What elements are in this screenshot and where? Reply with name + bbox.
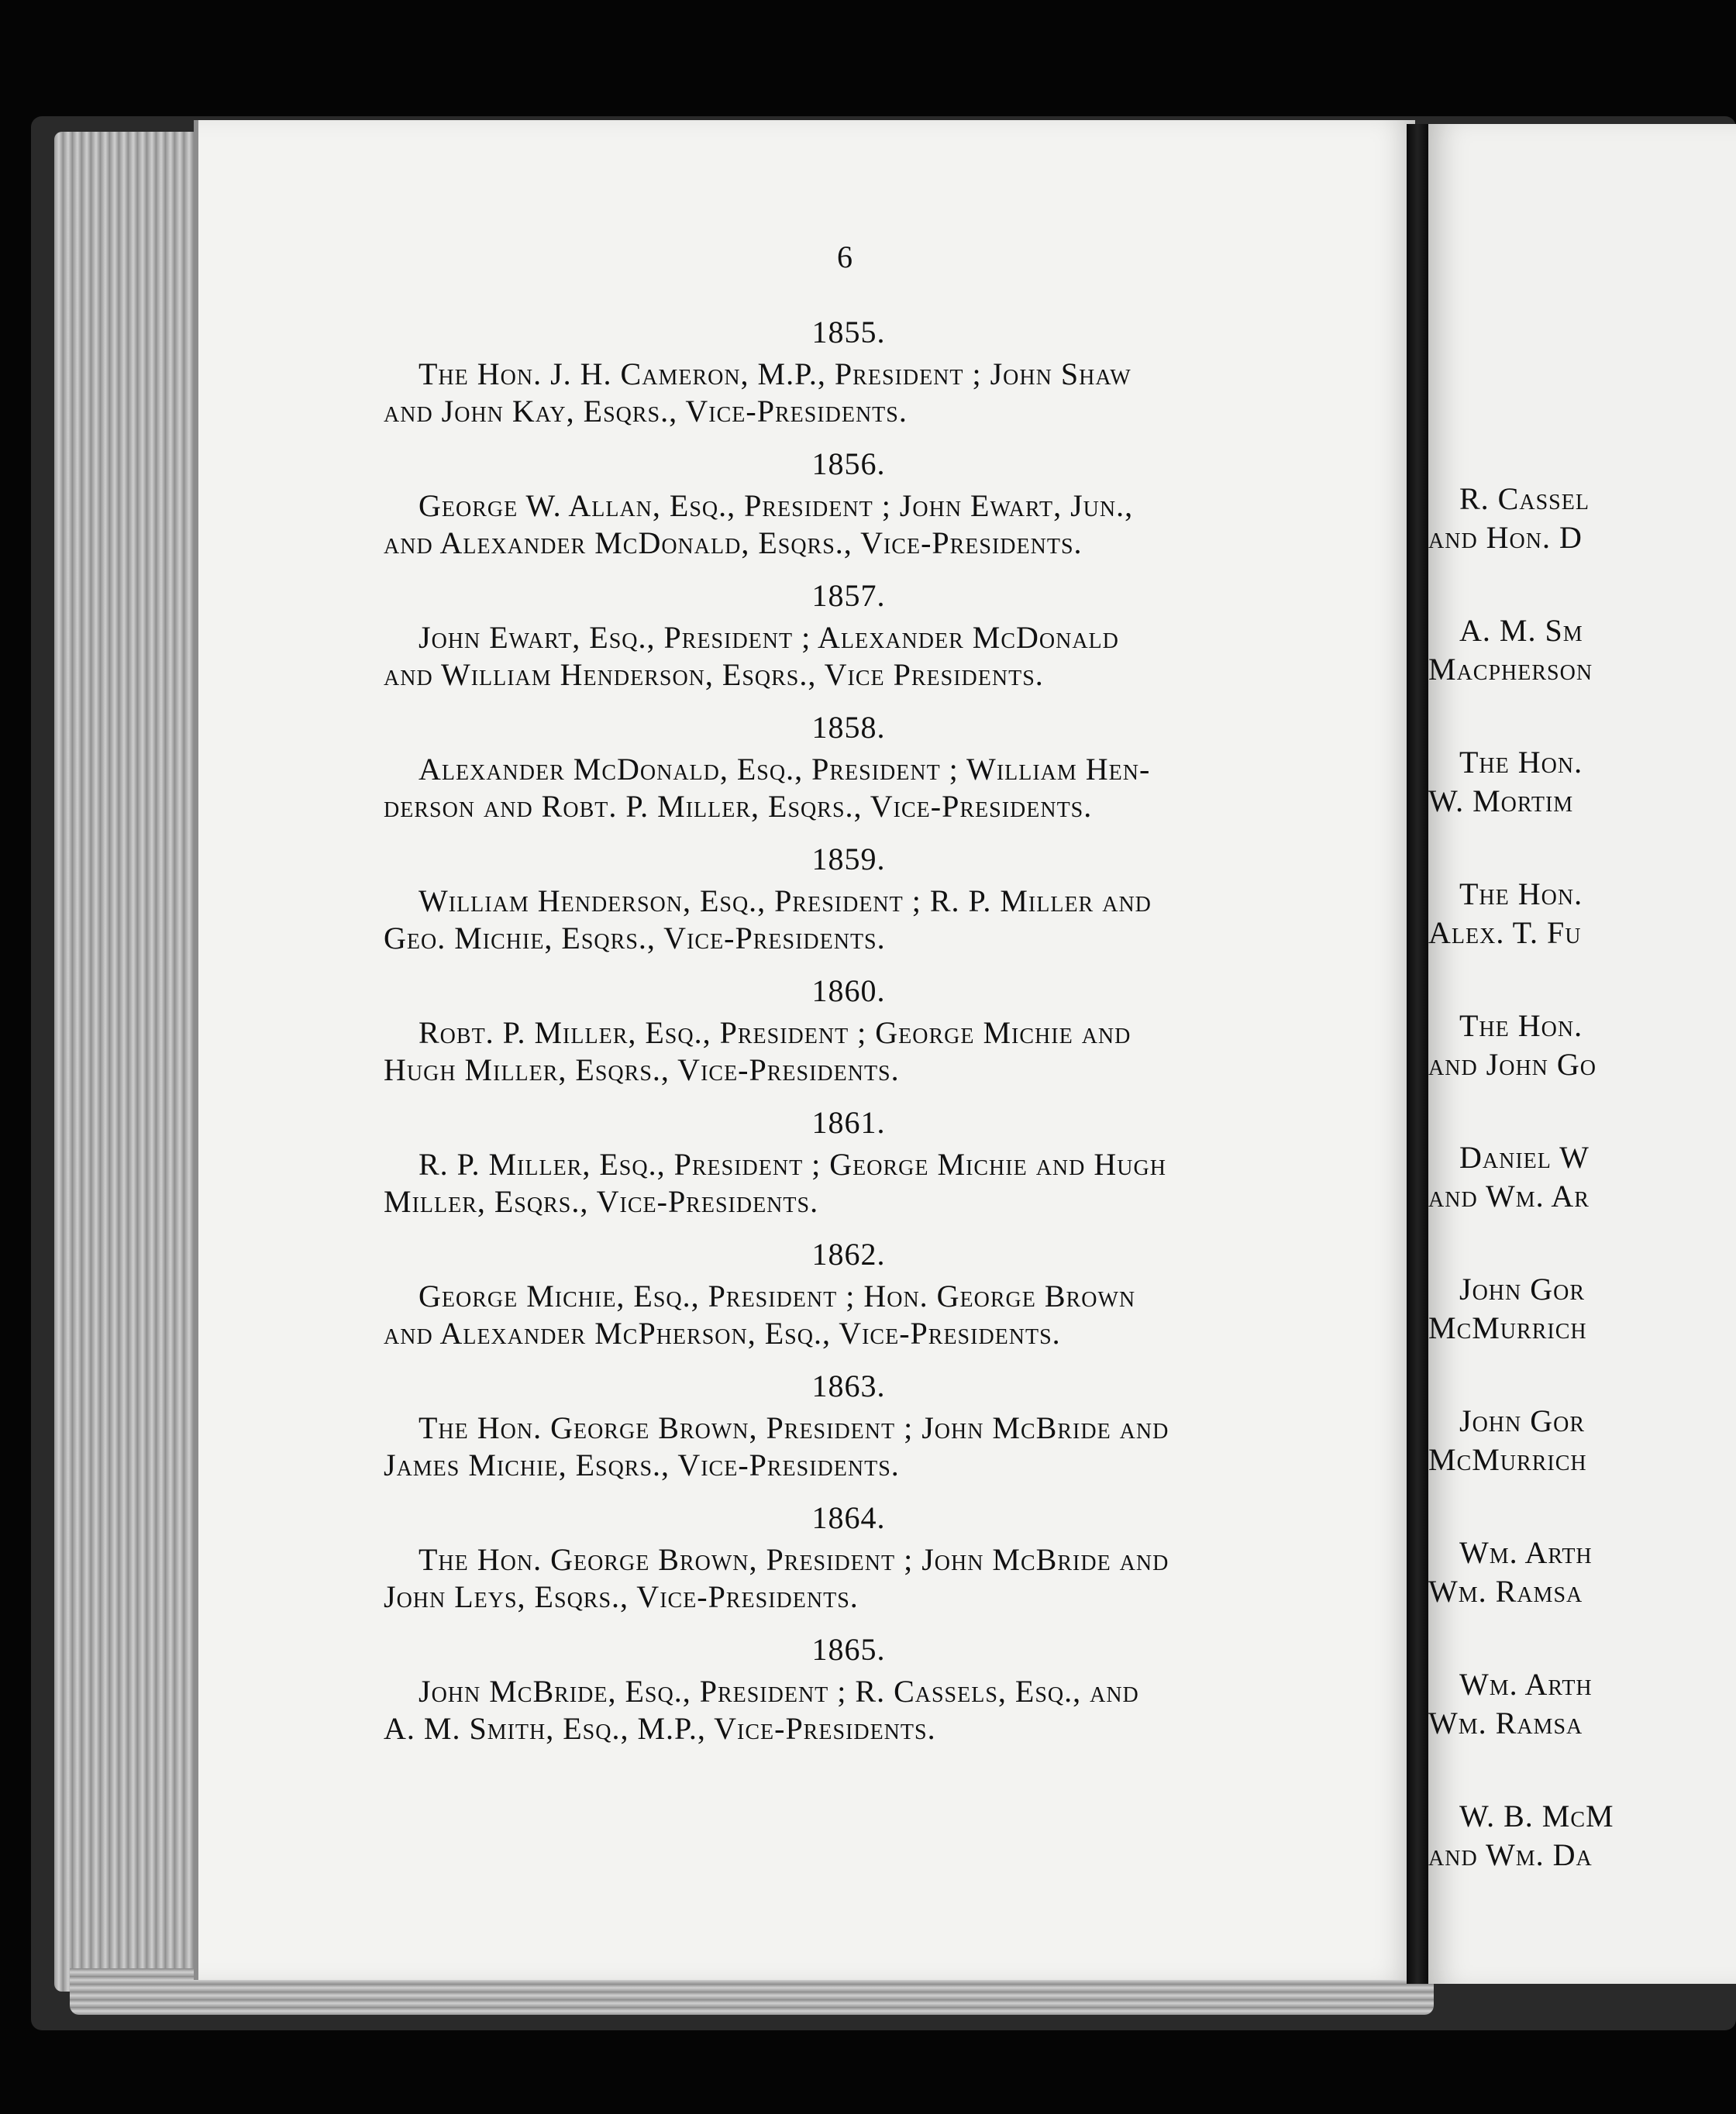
right-entry-line-1: John Gor: [1459, 1403, 1586, 1438]
right-entry-line-2: Wm. Ramsa: [1428, 1706, 1583, 1740]
right-page: [1428, 124, 1736, 1984]
year-entry: [372, 833, 1341, 965]
entry-line-2: Geo. Michie, Esqrs., Vice-Presidents.: [384, 921, 886, 955]
year-entry: [372, 701, 1341, 833]
right-entry-line-2: McMurrich: [1428, 1442, 1587, 1477]
year-entry: [372, 306, 1341, 438]
entry-line-2: A. M. Smith, Esq., M.P., Vice-Presidents.: [384, 1711, 936, 1746]
year-entry: [372, 1492, 1341, 1623]
entry-line-1: The Hon. J. H. Cameron, M.P., President ; John Shaw: [418, 356, 1132, 391]
entry-line-2: and John Kay, Esqrs., Vice-Presidents.: [384, 394, 908, 429]
right-entry-line-2: and Wm. Da: [1428, 1837, 1593, 1872]
right-entry-line-1: R. Cassel: [1459, 481, 1590, 516]
year-heading: 1858.: [811, 710, 886, 745]
right-entry-line-2: Macpherson: [1428, 652, 1593, 687]
right-entry-line-2: W. Mortim: [1428, 783, 1574, 818]
entry-line-1: The Hon. George Brown, President ; John McBride and: [418, 1542, 1169, 1577]
right-entry-line-1: The Hon.: [1459, 876, 1583, 911]
page-number: 6: [837, 239, 852, 274]
year-heading: 1862.: [811, 1237, 886, 1272]
year-entry: [372, 1360, 1341, 1492]
year-heading: 1861.: [811, 1105, 886, 1140]
entry-line-2: James Michie, Esqrs., Vice-Presidents.: [384, 1448, 900, 1482]
entry-line-1: George W. Allan, Esq., President ; John Ewart, Jun.,: [418, 488, 1134, 523]
entry-line-1: John McBride, Esq., President ; R. Cassels, Esq., and: [418, 1674, 1139, 1709]
year-heading: 1859.: [811, 842, 886, 876]
right-entry-line-1: Daniel W: [1459, 1140, 1590, 1175]
entry-line-2: and Alexander McPherson, Esq., Vice-Presidents.: [384, 1316, 1061, 1351]
year-heading: 1865.: [811, 1632, 886, 1667]
right-entry-line-1: Wm. Arth: [1459, 1535, 1593, 1570]
year-heading: 1856.: [811, 446, 886, 481]
entry-line-1: George Michie, Esq., President ; Hon. George Brown: [418, 1279, 1136, 1314]
entry-line-2: derson and Robt. P. Miller, Esqrs., Vice-Presidents.: [384, 789, 1093, 824]
entry-line-2: John Leys, Esqrs., Vice-Presidents.: [384, 1579, 859, 1614]
right-entry-line-1: Wm. Arth: [1459, 1667, 1593, 1702]
year-heading: 1864.: [811, 1500, 886, 1535]
year-entry: [372, 1623, 1341, 1755]
officer-list: [372, 306, 1341, 1755]
year-heading: 1855.: [811, 315, 886, 349]
entry-line-1: Alexander McDonald, Esq., President ; William Hen-: [418, 752, 1151, 787]
right-entry-line-2: Wm. Ramsa: [1428, 1574, 1583, 1609]
right-entry-line-2: and Hon. D: [1428, 520, 1583, 555]
entry-line-1: William Henderson, Esq., President ; R. P. Miller and: [418, 883, 1152, 918]
entry-line-1: R. P. Miller, Esq., President ; George Michie and Hugh: [418, 1147, 1166, 1182]
right-entry-line-2: Alex. T. Fu: [1428, 915, 1582, 950]
right-entry-line-1: W. B. McM: [1459, 1799, 1614, 1833]
year-entry: [372, 1097, 1341, 1228]
right-entry-line-2: and Wm. Ar: [1428, 1179, 1590, 1214]
entry-line-2: Hugh Miller, Esqrs., Vice-Presidents.: [384, 1052, 900, 1087]
right-entry-line-1: John Gor: [1459, 1272, 1586, 1307]
year-entry: [372, 1228, 1341, 1360]
entry-line-1: The Hon. George Brown, President ; John McBride and: [418, 1410, 1169, 1445]
year-entry: [372, 570, 1341, 701]
year-heading: 1863.: [811, 1369, 886, 1403]
year-entry: [372, 965, 1341, 1097]
right-entry-line-2: McMurrich: [1428, 1310, 1587, 1345]
right-entry-line-1: A. M. Sm: [1459, 613, 1583, 648]
right-entry-line-1: The Hon.: [1459, 745, 1583, 780]
page-edges-left: [54, 132, 209, 1992]
right-entry-line-1: The Hon.: [1459, 1008, 1583, 1043]
entry-line-1: John Ewart, Esq., President ; Alexander McDonald: [418, 620, 1119, 655]
book-gutter: [1407, 124, 1428, 1984]
year-entry: [372, 438, 1341, 570]
entry-line-2: and Alexander McDonald, Esqrs., Vice-Presidents.: [384, 525, 1083, 560]
right-entry-line-2: and John Go: [1428, 1047, 1596, 1082]
year-heading: 1860.: [811, 973, 886, 1008]
entry-line-2: Miller, Esqrs., Vice-Presidents.: [384, 1184, 819, 1219]
year-heading: 1857.: [811, 578, 886, 613]
entry-line-2: and William Henderson, Esqrs., Vice Presidents.: [384, 657, 1044, 692]
entry-line-1: Robt. P. Miller, Esq., President ; George Michie and: [418, 1015, 1132, 1050]
